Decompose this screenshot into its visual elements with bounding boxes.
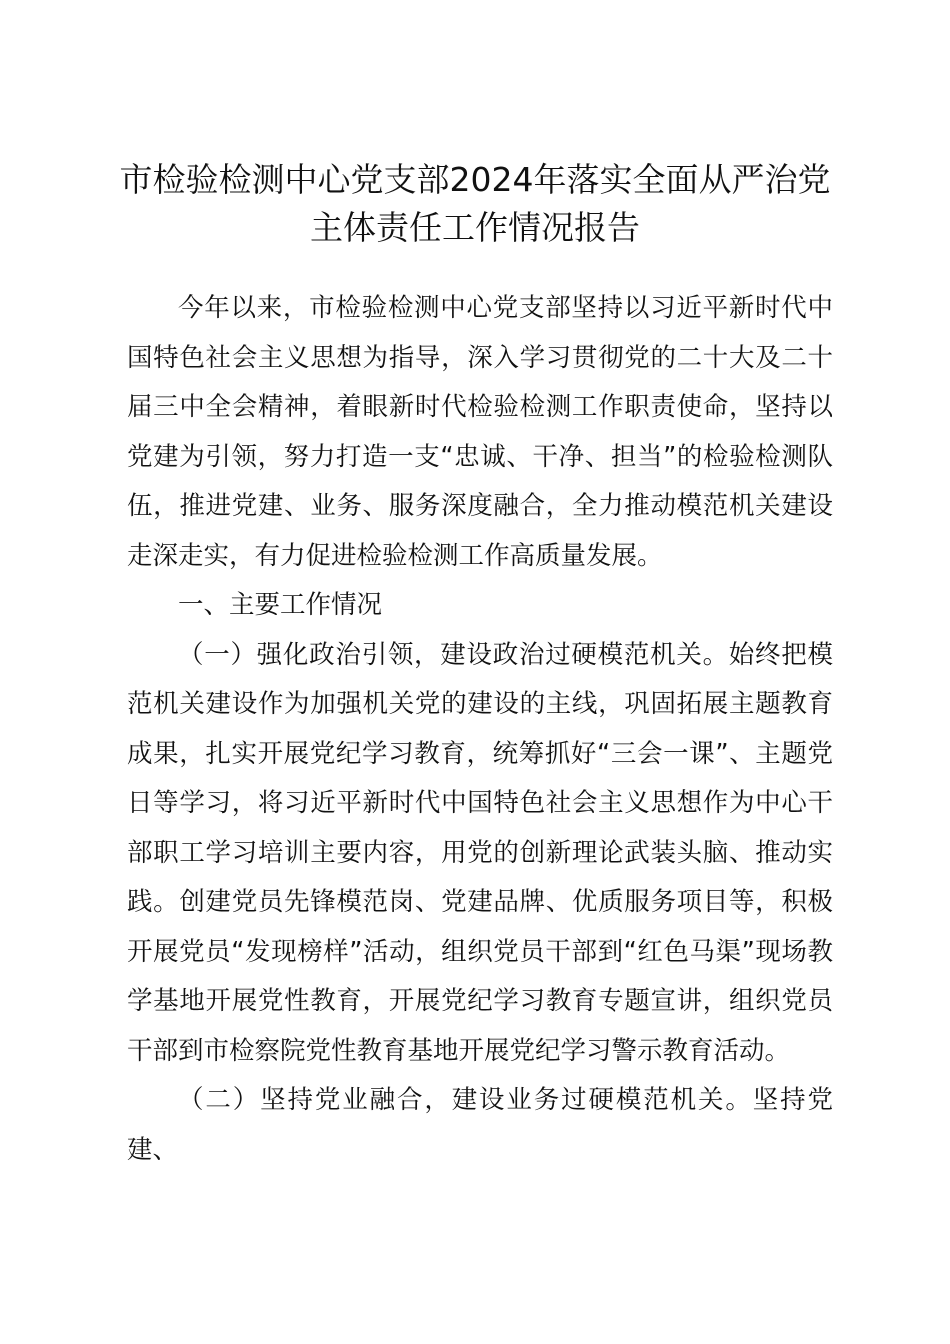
item-1-paragraph: （一）强化政治引领，建设政治过硬模范机关。始终把模范机关建设作为加强机关党的建设的主线，巩固拓展主题教育成果，扎实开展党纪学习教育，统筹抓好“三会一课”、主题党日等学习，将习近平新时代中国特色社会主义思想作为中心干部职工学习培训主要内容，用党的创新理论武装头脑、推动实践。创建党员先锋模范岗、党建品牌、优质服务项目等，积极开展党员“发现榜样”活动，组织党员干部到“红色马渠”现场教学基地开展党性教育，开展党纪学习教育专题宣讲，组织党员干部到市检察院党性教育基地开展党纪学习警示教育活动。 [127,639,833,1066]
intro-paragraph: 今年以来，市检验检测中心党支部坚持以习近平新时代中国特色社会主义思想为指导，深入学习贯彻党的二十大及二十届三中全会精神，着眼新时代检验检测工作职责使命，坚持以党建为引领，努力打造一支“忠诚、干净、担当”的检验检测队伍，推进党建、业务、服务深度融合，全力推动模范机关建设走深走实，有力促进检验检测工作高质量发展。 [127,293,833,571]
section-heading-1: 一、主要工作情况 [178,590,383,620]
document-title: 市检验检测中心党支部2024年落实全面从严治党主体责任工作情况报告 [119,160,831,247]
document-body [127,284,833,1175]
item-2-paragraph: （二）坚持党业融合，建设业务过硬模范机关。坚持党建、 [127,1085,833,1165]
